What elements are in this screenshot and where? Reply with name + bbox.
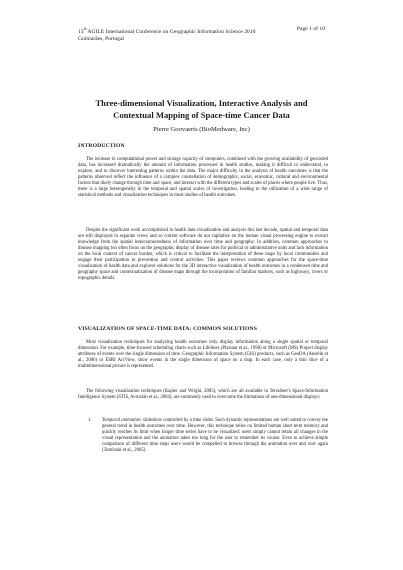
list-item-body <box>102 418 328 454</box>
visualization-paragraph-1: Most visualization techniques for analyzing health outcomes only display information along a single spatial or temporal dimension. For example, time-focused scheduling charts such as Lifelines (Plaisant et al., 1998) or Microsoft (MS) Project display attributes of events over the single dimension of time. Geographic Information System (GIS) products, such as GeoDA (Anselin et al., 2006) or ESRI ArcView, show events in the single dimension of space on a map. In each case, only a thin slice of a multidimensional picture is represented. <box>78 340 328 370</box>
running-header <box>78 26 325 43</box>
list-item <box>78 418 328 454</box>
page-number: Page 1 of 10 <box>296 26 325 32</box>
section-heading-visualization: VISUALIZATION OF SPACE-TIME DATA: COMMON SOLUTIONS <box>78 326 257 332</box>
visualization-paragraph-2: The following visualization techniques (Kapler and Wright, 2005), which are all available in TerraSeer's Space-Information Intelligence System (STIS, Avruskin et al., 2004), are commonly used to overcome the limitations of one-dimensional displays: <box>78 389 328 401</box>
paper-title <box>60 98 343 121</box>
section-heading-introduction: INTRODUCTION <box>78 143 125 149</box>
conference-location: Guimarães, Portugal <box>78 35 124 42</box>
intro-paragraph-2: Despite the significant work accomplished in health data visualization and analysis this last decade, spatial and temporal data are still displayed in separate views and so current software do not capitalize on the human visual processing engine to extract knowledge from the spatial interconnectedness of information over time and geography. In addition, common approaches to disease mapping too often focus on the geographic display of disease rates for political or administrative units and lack information on the local context of cancer burden, which is critical to facilitate the interpretation of these maps by local communities and engage their participation to prevention and control activities. This paper reviews common approaches for the space-time visualization of health data and explores solutions for the 3D interactive visualization of health outcomes in a condensed time and geography space and contextualization of disease maps through the incorporation of familiar markers, such as highways, rivers or topographic details. <box>78 228 328 282</box>
conference-name: 13th AGILE International Conference on Geographic Information Science 2010 <box>78 27 256 35</box>
intro-paragraph-1: The increase in computational power and storage capacity of computers, combined with the growing availability of geocoded data, has increased dramatically the amount of information processed in health studies, making it difficult to understand, to explore, and to discover interesting patterns within the data. The major difficulty in the analysis of health outcomes is that the patterns observed reflect the influence of a complex constellation of demographic, social, economic, cultural and environmental factors that likely change through time and space, and interact with the different types and scales of places where people live. Thus, there is a large heterogeneity in the temporal and spatial scales of investigation, leading to the utilization of a wide range of statistical methods and visualization techniques in most studies of health outcomes. <box>78 157 328 199</box>
title-line-1: Three-dimensional Visualization, Interactive Analysis and <box>95 98 308 108</box>
list-item-number: 1. <box>88 418 92 423</box>
title-line-2: Contextual Mapping of Space-time Cancer Data <box>113 109 290 120</box>
author-line: Pierre Goovaerts (BioMedware, Inc) <box>153 126 250 133</box>
list-item-text: : slideshow controlled by a time slider. Such dynamic representations are well suited to convey the general trend in health outcomes over time. However, this technique relies on limited human short term memory and quickly reaches its limit when longer time series have to be visualized: users simply cannot retain all changes in the visual representation and the animation takes too long for the user to remember its course. Even to achieve simple comparison of different time steps users would be compelled to browse through the animation over and over again (Tominski et al., 2005). <box>102 418 328 454</box>
list-item-lead: Temporal animation <box>102 418 141 423</box>
